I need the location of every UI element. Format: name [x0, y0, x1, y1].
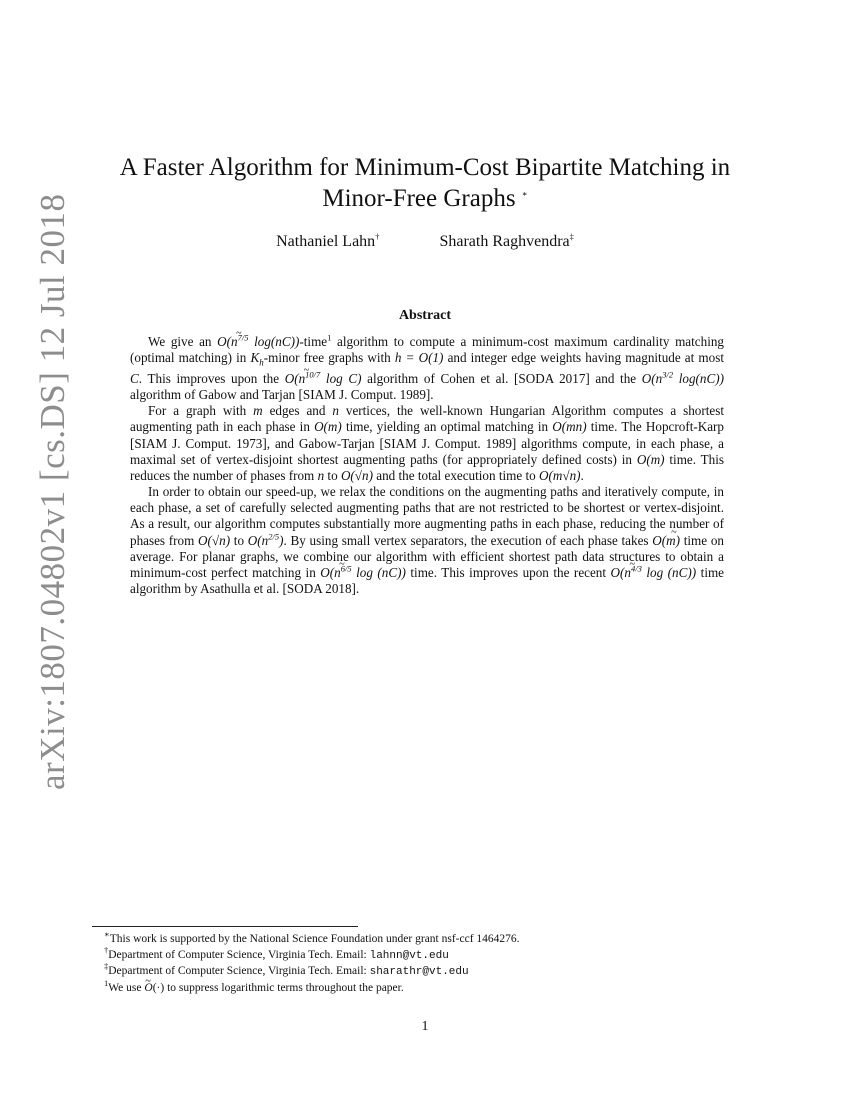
text-fragment: m — [253, 403, 263, 419]
text-fragment: log (nC)) — [641, 564, 697, 580]
text-fragment: n — [317, 467, 325, 483]
title-line-2: Minor-Free Graphs — [322, 185, 516, 212]
text-fragment: ~ O — [217, 334, 227, 349]
text-fragment: time, yielding an optimal matching in — [341, 419, 553, 435]
text-fragment: vertices, the well-known Hungarian Algorithm computes a shortest augmenting path in each phase in — [130, 403, 724, 435]
text-fragment: ∗ — [104, 929, 110, 940]
text-fragment: 7/5 — [237, 332, 249, 343]
text-fragment: ~ O — [320, 565, 330, 580]
text-fragment: time. This reduces the number of phases from — [130, 451, 724, 483]
text-fragment: ~ O — [144, 982, 152, 994]
text-fragment: n — [332, 403, 339, 419]
text-fragment: 1 — [104, 977, 109, 988]
text-fragment: O(m√n) — [539, 467, 581, 483]
text-fragment: O(n — [247, 532, 269, 548]
email-link-raghvendra[interactable]: sharathr@vt.edu — [369, 966, 469, 978]
text-fragment: algorithm of Gabow and Tarjan [SIAM J. Comput. 1989]. — [130, 387, 434, 403]
text-fragment: and the total execution time to — [372, 467, 540, 483]
text-fragment: 2/5 — [268, 531, 280, 542]
text-fragment: (n — [329, 564, 341, 580]
footnotes — [104, 929, 764, 996]
abstract-paragraph-3 — [130, 484, 724, 597]
text-fragment: (n — [294, 370, 306, 386]
text-fragment: log(nC)) — [673, 370, 724, 386]
paper-title — [100, 152, 750, 214]
text-fragment: We give an — [148, 334, 218, 349]
text-fragment: log (nC)) — [351, 564, 406, 580]
text-fragment: (n — [226, 334, 238, 349]
text-fragment: We use — [108, 981, 145, 994]
text-fragment: to suppress logarithmic terms throughout the paper. — [164, 981, 404, 994]
text-fragment: algorithm of Cohen et al. [SODA 2017] and the — [361, 370, 642, 386]
text-fragment: 10/7 — [305, 369, 321, 380]
text-fragment: O(√n) — [340, 467, 373, 483]
arxiv-identifier-stamp: arXiv:1807.04802v1 [cs.DS] 12 Jul 2018 — [33, 193, 72, 790]
text-fragment: (·) — [152, 981, 165, 994]
text-fragment: 3/2 — [662, 369, 674, 380]
abstract-paragraph-2 — [130, 403, 724, 484]
abstract-body — [130, 334, 724, 597]
text-fragment: ~ O — [285, 371, 295, 386]
text-fragment: log C) — [320, 370, 362, 386]
text-fragment: and integer edge weights having magnitude at most — [443, 350, 724, 366]
text-fragment: ~ O — [652, 533, 662, 548]
text-fragment: O(mn) — [552, 419, 587, 435]
footnote-notation — [104, 977, 764, 997]
text-fragment: time algorithm by Asathulla et al. [SODA 2018]. — [130, 564, 725, 596]
text-fragment: O(m) — [314, 419, 342, 435]
author-list — [100, 233, 750, 251]
text-fragment: † — [104, 944, 109, 955]
text-fragment: . — [580, 467, 584, 483]
author-1-name: Nathaniel Lahn — [276, 233, 376, 250]
text-fragment: This work is supported by the National Science Foundation under grant nsf-ccf 1464276. — [109, 933, 520, 945]
text-fragment: algorithm to compute a minimum-cost maximum cardinality matching (optimal matching) in — [130, 334, 724, 366]
text-fragment: (m) — [661, 532, 681, 548]
title-line-1: A Faster Algorithm for Minimum-Cost Bipartite Matching in — [119, 154, 731, 181]
text-fragment: O(√n) — [198, 532, 231, 548]
text-fragment: In order to obtain our speed-up, we relax the conditions on the augmenting paths and iteratively compute, in each phase, a set of carefully selected augmenting paths that are not restricted to be shortest or vertex-disjoint. As a result, our algorithm computes substantially more augmenting paths in each phase, reducing the number of phases from — [130, 484, 724, 548]
text-fragment: 6/5 — [340, 563, 352, 574]
abstract-heading: Abstract — [398, 308, 452, 323]
email-link-lahn[interactable]: lahnn@vt.edu — [369, 949, 449, 962]
footnote-author-1-affiliation — [104, 944, 764, 965]
author-2-name: Sharath Raghvendra — [439, 233, 570, 250]
author-2 — [439, 233, 573, 251]
text-fragment: h = O(1) — [394, 350, 444, 366]
text-fragment: O(m) — [636, 451, 665, 467]
text-fragment: 1 — [327, 332, 332, 343]
text-fragment: -time — [299, 334, 328, 349]
page-number: 1 — [421, 1019, 429, 1034]
text-fragment: ‡ — [104, 961, 109, 972]
author-1-marker: † — [375, 231, 380, 242]
footnote-divider — [92, 926, 358, 927]
text-fragment: edges and — [262, 403, 333, 419]
text-fragment: Department of Computer Science, Virginia Tech. Email: — [108, 965, 370, 977]
text-fragment: (n — [620, 564, 631, 580]
text-fragment: -minor free graphs with — [263, 350, 395, 366]
text-fragment: time on average. For planar graphs, we combine our algorithm with efficient shortest path data structures to obtain a minimum-cost perfect matching in — [130, 532, 724, 580]
text-fragment: Department of Computer Science, Virginia Tech. Email: — [108, 948, 370, 961]
text-fragment: For a graph with — [148, 403, 254, 419]
text-fragment: to — [324, 467, 341, 483]
author-2-marker: ‡ — [569, 231, 574, 242]
abstract-paragraph-1 — [130, 334, 724, 403]
text-fragment: to — [230, 532, 248, 548]
text-fragment: . This improves upon the — [138, 370, 285, 386]
text-fragment: h — [259, 357, 264, 368]
text-fragment: O(n — [641, 370, 663, 386]
footnote-author-2-affiliation — [104, 961, 764, 981]
text-fragment: ~ O — [611, 565, 621, 580]
text-fragment: K — [250, 350, 260, 366]
text-fragment: time. This improves upon the recent — [405, 564, 611, 580]
text-fragment: 4/3 — [631, 563, 642, 574]
author-1 — [276, 233, 379, 251]
text-fragment: ) — [279, 532, 284, 548]
title-footnote-marker: ∗ — [521, 188, 528, 199]
text-fragment: C — [130, 370, 139, 386]
footnote-funding — [104, 929, 764, 948]
text-fragment: time. The Hopcroft-Karp [SIAM J. Comput. 1973], and Gabow-Tarjan [SIAM J. Comput. 1989] algorithms compute, in each phase, a maximal set of vertex-disjoint shortest augmenting paths (for appropriately defined costs) in — [130, 419, 724, 467]
text-fragment: . By using small vertex separators, the execution of each phase takes — [283, 532, 653, 548]
text-fragment: log(nC)) — [248, 334, 300, 349]
